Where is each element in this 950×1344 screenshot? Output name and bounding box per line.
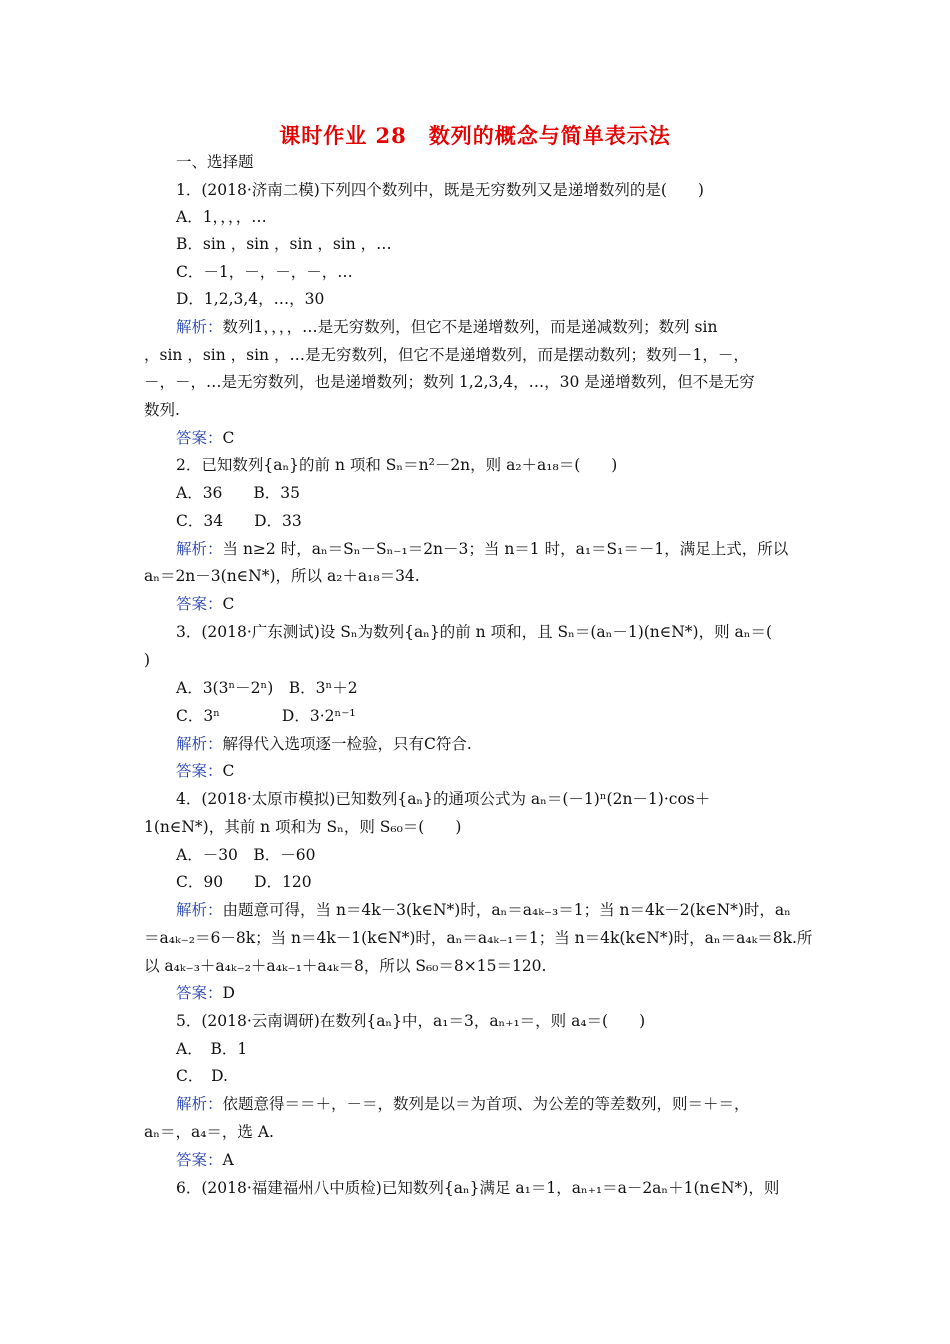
- text-line: 一、选择题: [176, 153, 254, 171]
- solution-label: 解析：: [176, 735, 223, 753]
- solution-text: 由题意可得，当 n＝4k－3(k∈N*)时，aₙ＝a₄ₖ₋₃＝1；当 n＝4k－2(k∈N*)时，aₙ: [222, 901, 791, 919]
- solution-line: [176, 1150, 234, 1170]
- solution-text: C: [222, 762, 235, 780]
- text-line: －，－，…是无穷数列，也是递增数列；数列 1,2,3,4，…，30 是递增数列，但不是无穷: [144, 373, 755, 391]
- solution-text: 数列1，，，，…是无穷数列，但它不是递增数列，而是递减数列；数列 sin: [222, 318, 718, 336]
- solution-line: [176, 539, 788, 559]
- text-line: 2．已知数列{aₙ}的前 n 项和 Sₙ＝n²－2n，则 a₂＋a₁₈＝( ): [176, 456, 618, 474]
- text-line: C． D.: [176, 1067, 228, 1085]
- solution-label: 解析：: [176, 540, 223, 558]
- text-line: B．sin ，sin ，sin ，sin ，…: [176, 235, 392, 253]
- solution-text: C: [222, 595, 235, 613]
- text-line: C．－1，－，－，－，…: [176, 263, 353, 281]
- text-line: 以 a₄ₖ₋₃＋a₄ₖ₋₂＋a₄ₖ₋₁＋a₄ₖ＝8，所以 S₆₀＝8×15＝120.: [144, 957, 547, 975]
- text-line: ): [144, 651, 151, 669]
- text-line: aₙ＝2n－3(n∈N*)，所以 a₂＋a₁₈＝34.: [144, 567, 420, 585]
- solution-label: 解析：: [176, 318, 223, 336]
- solution-text: 依题意得＝＝＋，－＝，数列是以＝为首项、为公差的等差数列，则＝＋＝，: [222, 1095, 750, 1113]
- solution-line: [176, 428, 234, 448]
- solution-line: [176, 317, 717, 337]
- text-line: ，sin ，sin ，sin ，…是无穷数列，但它不是递增数列，而是摆动数列；数列－1，－，: [144, 346, 749, 364]
- solution-text: 解得代入选项逐一检验，只有C符合.: [222, 735, 472, 753]
- solution-text: 当 n≥2 时，aₙ＝Sₙ－Sₙ₋₁＝2n－3；当 n＝1 时，a₁＝S₁＝－1，满足上式，所以: [222, 540, 789, 558]
- solution-line: [176, 761, 234, 781]
- text-line: 5．(2018·云南调研)在数列{aₙ}中，a₁＝3，aₙ₊₁＝，则 a₄＝( ): [176, 1012, 646, 1030]
- solution-text: C: [222, 429, 235, 447]
- solution-line: [176, 734, 472, 754]
- text-line: 数列.: [144, 401, 180, 419]
- solution-text: D: [222, 984, 235, 1002]
- text-line: 1．(2018·济南二模)下列四个数列中，既是无穷数列又是递增数列的是( ): [176, 181, 704, 199]
- solution-label: 答案：: [176, 595, 223, 613]
- text-line: A．3(3ⁿ－2ⁿ) B．3ⁿ＋2: [176, 679, 358, 697]
- text-line: D．1,2,3,4，…，30: [176, 290, 325, 308]
- text-line: A．－30 B．－60: [176, 846, 316, 864]
- solution-label: 答案：: [176, 1151, 223, 1169]
- solution-label: 答案：: [176, 762, 223, 780]
- text-line: A．1，，，，…: [176, 208, 267, 226]
- text-line: C．34 D．33: [176, 512, 302, 530]
- solution-label: 解析：: [176, 901, 223, 919]
- page-title: 课时作业 28 数列的概念与简单表示法: [279, 123, 671, 148]
- solution-line: [176, 900, 791, 920]
- text-line: aₙ＝，a₄＝，选 A.: [144, 1123, 274, 1141]
- text-line: A．36 B．35: [176, 484, 301, 502]
- text-line: 1(n∈N*)，其前 n 项和为 Sₙ，则 S₆₀＝( ): [144, 818, 462, 836]
- solution-line: [176, 594, 234, 614]
- text-line: C．90 D．120: [176, 873, 312, 891]
- text-line: C．3ⁿ D．3·2ⁿ⁻¹: [176, 707, 356, 725]
- solution-text: A: [222, 1151, 234, 1169]
- solution-line: [176, 983, 235, 1003]
- solution-line: [176, 1094, 750, 1114]
- text-line: 3．(2018·广东测试)设 Sₙ为数列{aₙ}的前 n 项和，且 Sₙ＝(aₙ－1)(n∈N*)，则 aₙ＝(: [176, 623, 773, 641]
- text-line: A． B．1: [176, 1040, 248, 1058]
- solution-label: 答案：: [176, 429, 223, 447]
- text-line: 4．(2018·太原市模拟)已知数列{aₙ}的通项公式为 aₙ＝(－1)ⁿ(2n－1)·cos＋: [176, 790, 711, 808]
- solution-label: 答案：: [176, 984, 223, 1002]
- text-line: ＝a₄ₖ₋₂＝6－8k；当 n＝4k－1(k∈N*)时，aₙ＝a₄ₖ₋₁＝1；当 n＝4k(k∈N*)时，aₙ＝a₄ₖ＝8k.所: [144, 929, 813, 947]
- solution-label: 解析：: [176, 1095, 223, 1113]
- text-line: 6．(2018·福建福州八中质检)已知数列{aₙ}满足 a₁＝1，aₙ₊₁＝a－2aₙ＋1(n∈N*)，则: [176, 1179, 780, 1197]
